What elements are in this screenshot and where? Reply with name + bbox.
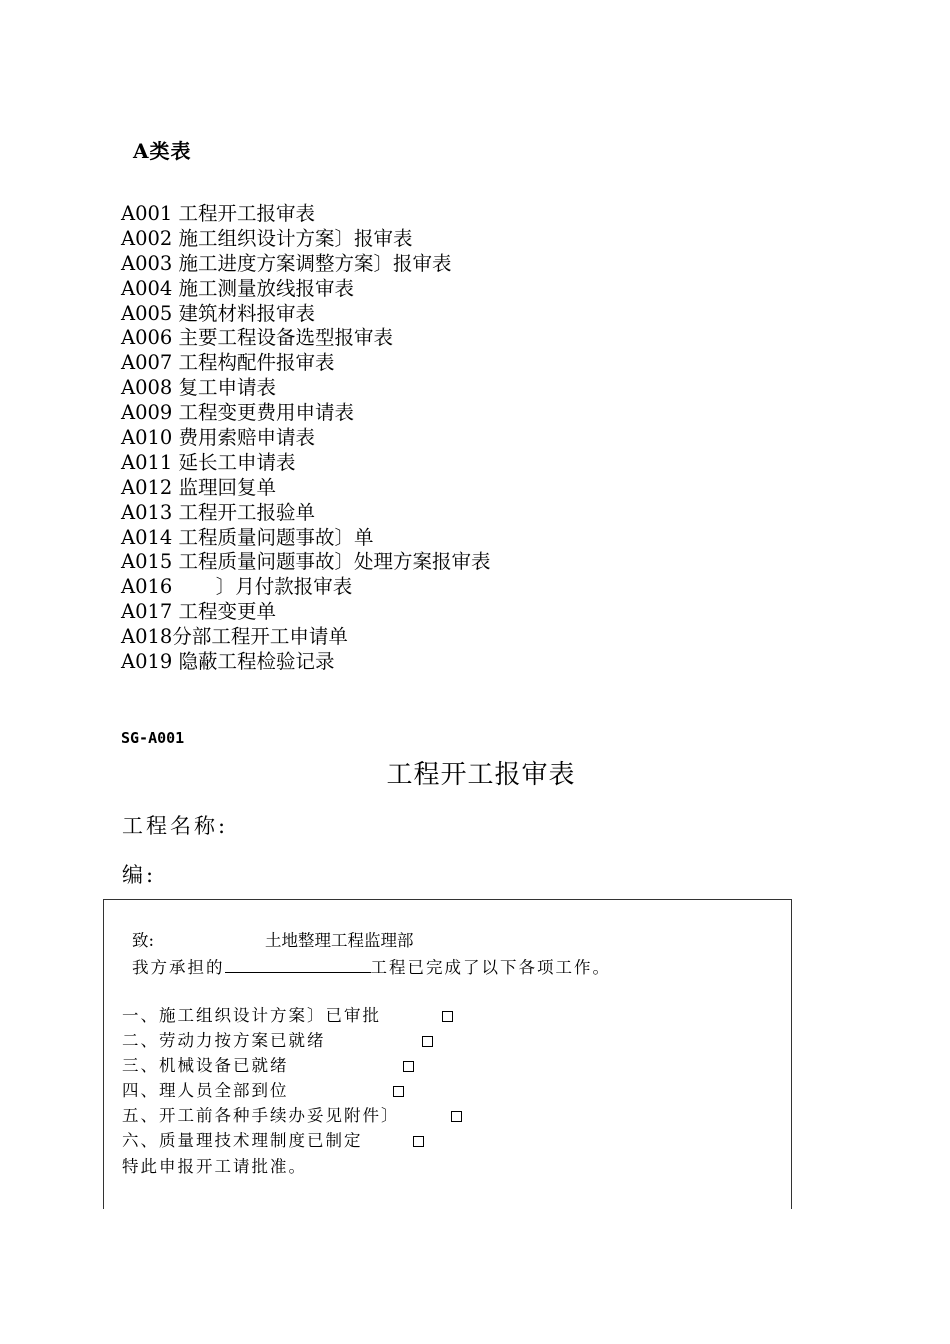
index-item-code: A013 (121, 500, 173, 524)
index-item-name: 分部工程开工申请单 (172, 625, 348, 649)
checkbox[interactable] (403, 1061, 414, 1072)
intro-line (132, 956, 611, 979)
index-item (121, 501, 491, 526)
index-item (121, 252, 491, 277)
form-title: 工程开工报审表 (386, 760, 576, 790)
index-item (121, 376, 491, 401)
section-title: A类表 (133, 139, 192, 163)
index-item-name: 费用索赔申请表 (178, 426, 316, 450)
index-item-code: A016 (121, 575, 173, 599)
index-item (121, 451, 491, 476)
intro-suffix: 工程已完成了以下各项工作。 (370, 958, 611, 977)
index-item-code: A006 (121, 326, 173, 350)
index-item-code: A005 (121, 301, 173, 325)
index-item-code: A010 (121, 426, 173, 450)
index-item (121, 227, 491, 252)
index-item-name: 工程质量问题事故〕处理方案报审表 (178, 550, 491, 574)
project-blank-field[interactable] (225, 956, 371, 973)
index-item-code: A014 (121, 525, 173, 549)
index-item-name: 工程变更单 (178, 600, 277, 624)
project-name-label: 工程名称: (122, 814, 229, 838)
index-item (121, 302, 491, 327)
index-item-name: 工程构配件报审表 (178, 351, 335, 375)
index-item-code: A018 (121, 625, 173, 649)
checklist-item: 二、劳动力按方案已就绪 (122, 1031, 326, 1050)
form-box (103, 899, 792, 1209)
index-item (121, 401, 491, 426)
recipient-label: 致: (132, 931, 155, 950)
index-item (121, 426, 491, 451)
index-item-name: 延长工申请表 (178, 450, 296, 474)
index-item-code: A004 (121, 276, 173, 300)
checklist-item: 三、机械设备已就绪 (122, 1056, 289, 1075)
form-code: SG-A001 (121, 729, 185, 747)
index-item-name: 〕月付款报审表 (178, 575, 353, 599)
checklist-item: 一、施工组织设计方案〕已审批 (122, 1006, 381, 1025)
index-item-code: A017 (121, 600, 173, 624)
index-item (121, 351, 491, 376)
index-item (121, 202, 491, 227)
index-item (121, 277, 491, 302)
index-item-code: A015 (121, 550, 173, 574)
index-item-name: 施工测量放线报审表 (178, 276, 355, 300)
index-item (121, 625, 491, 650)
intro-prefix: 我方承担的 (132, 958, 225, 977)
index-item-code: A012 (121, 475, 173, 499)
form-index-list (121, 202, 491, 675)
index-item-name: 工程开工报验单 (178, 500, 316, 524)
index-item-name: 施工进度方案调整方案〕报审表 (178, 251, 452, 275)
index-item-code: A011 (121, 450, 173, 474)
index-item-name: 隐蔽工程检验记录 (178, 650, 335, 674)
index-item-name: 施工组织设计方案〕报审表 (178, 226, 413, 250)
index-item (121, 326, 491, 351)
index-item (121, 550, 491, 575)
index-item-code: A002 (121, 226, 173, 250)
index-item (121, 476, 491, 501)
index-item-code: A019 (121, 650, 173, 674)
checkbox[interactable] (413, 1136, 424, 1147)
closing-text: 特此申报开工请批准。 (122, 1157, 307, 1176)
index-item-code: A003 (121, 251, 173, 275)
checkbox[interactable] (442, 1011, 453, 1022)
recipient-value: 土地整理工程监理部 (265, 931, 414, 950)
index-item-name: 工程质量问题事故〕单 (178, 525, 374, 549)
index-item (121, 650, 491, 675)
number-label: 编: (122, 863, 157, 887)
index-item-code: A007 (121, 351, 173, 375)
index-item (121, 526, 491, 551)
index-item-code: A001 (121, 202, 173, 225)
index-item-name: 监理回复单 (178, 475, 277, 499)
index-item (121, 600, 491, 625)
index-item-name: 建筑材料报审表 (178, 301, 316, 325)
checkbox[interactable] (393, 1086, 404, 1097)
index-item-code: A009 (121, 401, 173, 425)
checklist-item: 六、质量理技术理制度已制定 (122, 1131, 363, 1150)
checklist-item: 四、理人员全部到位 (122, 1081, 289, 1100)
index-item-code: A008 (121, 376, 173, 400)
index-item-name: 主要工程设备选型报审表 (178, 326, 394, 350)
index-item-name: 工程开工报审表 (178, 202, 316, 225)
index-item-name: 工程变更费用申请表 (178, 401, 355, 425)
checklist-item: 五、开工前各种手续办妥见附件〕 (122, 1106, 400, 1125)
checkbox[interactable] (422, 1036, 433, 1047)
index-item (121, 575, 491, 600)
index-item-name: 复工申请表 (178, 376, 277, 400)
checkbox[interactable] (451, 1111, 462, 1122)
